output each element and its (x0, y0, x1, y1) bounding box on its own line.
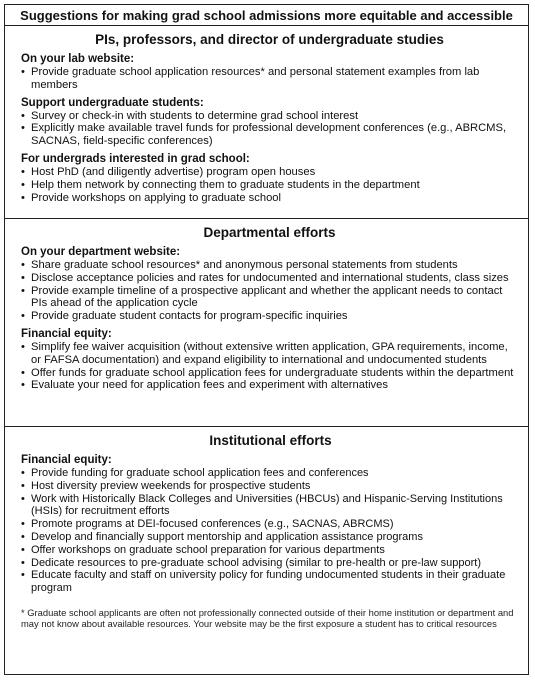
list-item: • Provide workshops on applying to graduate school (21, 192, 518, 205)
list-item: • Offer workshops on graduate school preparation for various departments (21, 544, 520, 557)
undergrads-grad-school-list (21, 166, 518, 204)
department-website-list (21, 259, 518, 323)
list-item: • Share graduate school resources* and anonymous personal statements from students (21, 259, 518, 272)
section-heading: Institutional efforts (209, 433, 332, 448)
list-item: • Provide funding for graduate school application fees and conferences (21, 467, 520, 480)
subhead-department-website: On your department website: (21, 246, 181, 258)
list-item: • Evaluate your need for application fees and experiment with alternatives (21, 379, 518, 392)
department-financial-list (21, 341, 518, 392)
list-item: • Survey or check-in with students to determine grad school interest (21, 110, 518, 123)
suggestions-table (4, 4, 529, 675)
lab-website-list (21, 66, 518, 92)
list-item: • Work with Historically Black Colleges and Universities (HBCUs) and Hispanic-Serving Institutions (HSIs) for recruitment efforts (21, 493, 520, 519)
list-item: • Provide graduate school application resources* and personal statement examples from lab members (21, 66, 518, 92)
section-heading: Departmental efforts (203, 225, 336, 240)
list-item: • Simplify fee waiver acquisition (without extensive written application, GPA requirements, income, or FAFSA documentation) and expand eligibility to international and undocumented students (21, 341, 518, 367)
subhead-financial-equity: Financial equity: (21, 454, 112, 466)
list-item: • Promote programs at DEI-focused conferences (e.g., SACNAS, ABRCMS) (21, 518, 520, 531)
list-item: • Disclose acceptance policies and rates for undocumented and international students, class sizes (21, 272, 518, 285)
subhead-support-undergrads: Support undergraduate students: (21, 96, 204, 109)
list-item: • Provide example timeline of a prospective applicant and whether the applicant needs to contact PIs ahead of the application cycle (21, 285, 518, 311)
list-item: • Host diversity preview weekends for prospective students (21, 480, 520, 493)
table-title: Suggestions for making grad school admissions more equitable and accessible (5, 5, 528, 26)
section-institutional-efforts (5, 427, 528, 670)
subhead-lab-website: On your lab website: (21, 53, 135, 65)
list-item: • Explicitly make available travel funds for professional development conferences (e.g., ABRCMS, SACNAS, field-specific conferences) (21, 122, 518, 148)
section-pis-professors (5, 26, 528, 219)
list-item: • Educate faculty and staff on university policy for funding undocumented students in their graduate program (21, 569, 520, 595)
list-item: • Offer funds for graduate school application fees for undergraduate students within the department (21, 367, 518, 380)
list-item: • Dedicate resources to pre-graduate school advising (similar to pre-health or pre-law support) (21, 557, 520, 570)
subhead-undergrads-grad-school: For undergrads interested in grad school: (21, 152, 250, 165)
list-item: • Help them network by connecting them to graduate students in the department (21, 179, 518, 192)
institutional-financial-list (21, 467, 520, 595)
subhead-financial-equity: Financial equity: (21, 327, 112, 340)
footnote: * Graduate school applicants are often not professionally connected outside of their home institution or department and may not know about available resources. Your website may be the first exposure a student has to critical resources (21, 606, 514, 630)
section-heading: PIs, professors, and director of undergraduate studies (95, 32, 444, 47)
list-item: • Provide graduate student contacts for program-specific inquiries (21, 310, 518, 323)
list-item: • Develop and financially support mentorship and application assistance programs (21, 531, 520, 544)
list-item: • Host PhD (and diligently advertise) program open houses (21, 166, 518, 179)
support-undergrads-list (21, 110, 518, 148)
section-departmental-efforts (5, 219, 528, 427)
